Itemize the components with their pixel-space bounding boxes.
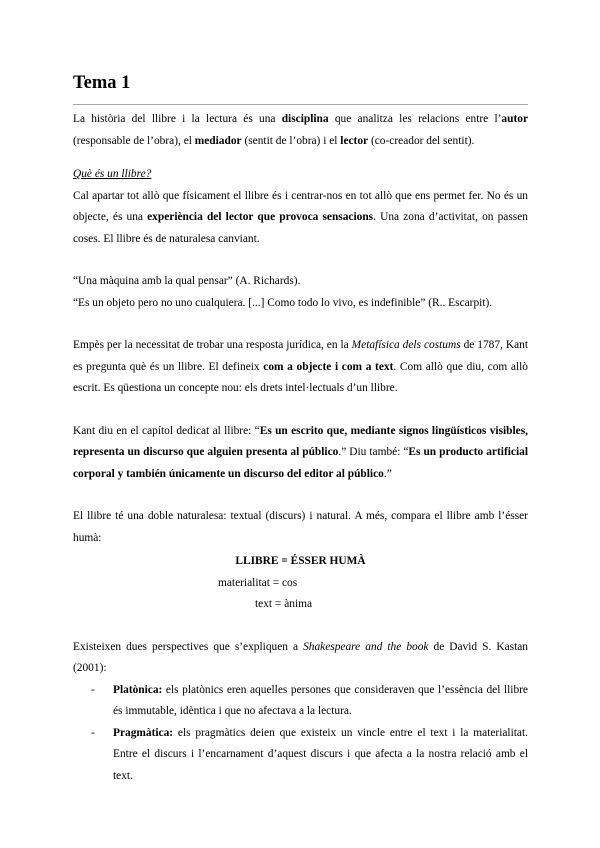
list-item bbox=[73, 680, 528, 723]
title-divider bbox=[73, 104, 528, 105]
intro-paragraph bbox=[73, 109, 528, 152]
def-text-1: Cal apartar tot allò que físicament el llibre és i centrar-nos en tot allò que ens permet fer. No és un objecte, és una bbox=[73, 189, 528, 223]
list-dash: - bbox=[91, 726, 95, 739]
document-content bbox=[73, 70, 528, 787]
list-term: Platònica: bbox=[113, 683, 163, 696]
def-bold-1: experiència del lector que provoca sensacions bbox=[147, 211, 374, 223]
persp-text-1: Existeixen dues perspectives que s’expliquen a bbox=[73, 640, 304, 653]
intro-text-5: (co-creador del sentit). bbox=[368, 134, 475, 147]
quote-richards: “Una màquina amb la qual pensar” (A. Richards). bbox=[73, 275, 301, 287]
list-text: els pragmàtics deien que existeix un vincle entre el text i la materialitat. Entre el discurs i l’encarnament d’aquest discurs i que afecta a la nostra relació amb el text. bbox=[113, 726, 528, 782]
list-dash: - bbox=[91, 683, 95, 696]
formula-main: LLIBRE = ÉSSER HUMÀ bbox=[235, 555, 366, 567]
kant1-text-1: Empès per la necessitat de trobar una resposta jurídica, en la bbox=[73, 339, 352, 351]
quote-escarpit: “Es un objeto pero no uno cualquiera. [...] Como todo lo vivo, es indefinible” (R.. Escarpit). bbox=[73, 296, 493, 309]
page-title: Tema 1 bbox=[73, 73, 131, 93]
persp-text-2: de David S. Kastan (2001): bbox=[73, 640, 528, 674]
perspectives-list bbox=[73, 680, 528, 788]
formula-line-2: text = ànima bbox=[255, 598, 313, 610]
kant1-text-3: . Com allò que diu, com allò escrit. Es qüestiona un concepte nou: els drets intel·lectuals d’un llibre. bbox=[73, 360, 528, 394]
persp-italic-title: Shakespeare and the book bbox=[303, 640, 429, 653]
kant2-bold-1: Es un escrito que, mediante signos lingüísticos visibles, representa un discurso que alguien presenta al público bbox=[73, 424, 528, 458]
intro-text-3: (responsable de l’obra), el bbox=[73, 134, 195, 147]
intro-text-2: que analitza les relacions entre l’ bbox=[328, 113, 502, 125]
perspectives-paragraph bbox=[73, 637, 528, 680]
intro-text-4: (sentit de l’obra) i el bbox=[241, 134, 341, 147]
def-text-2: . Una zona d’activitat, on passen coses. El llibre és de naturalesa canviant. bbox=[73, 211, 528, 245]
kant1-text-2: de 1787, Kant es pregunta què és un llibre. El defineix bbox=[73, 339, 528, 373]
list-term: Pragmàtica: bbox=[113, 726, 174, 739]
intro-text-1: La història del llibre i la lectura és una bbox=[73, 113, 282, 125]
intro-bold-mediador: mediador bbox=[194, 134, 242, 147]
kant1-bold-1: com a objecte i com a text bbox=[263, 360, 394, 373]
kant-paragraph-2 bbox=[73, 421, 528, 486]
section-heading: Què és un llibre? bbox=[73, 168, 152, 180]
kant-paragraph-1 bbox=[73, 335, 528, 400]
nature-paragraph: El llibre té una doble naturalesa: textual (discurs) i natural. A més, compara el llibre amb l’ésser humà: bbox=[73, 510, 528, 544]
intro-bold-lector: lector bbox=[340, 134, 369, 147]
formula-line-1: materialitat = cos bbox=[218, 576, 298, 589]
kant2-bold-2: Es un producto artificial corporal y también únicamente un discurso del editor al público bbox=[73, 446, 528, 480]
kant2-text-2: .” Diu també: “ bbox=[338, 446, 409, 458]
intro-bold-autor: autor bbox=[501, 113, 528, 125]
intro-bold-disciplina: disciplina bbox=[281, 113, 329, 125]
definition-paragraph bbox=[73, 186, 528, 251]
kant2-text-3: .” bbox=[383, 467, 392, 480]
list-item bbox=[73, 723, 528, 788]
kant2-text-1: Kant diu en el capítol dedicat al llibre: “ bbox=[73, 424, 260, 437]
kant1-italic-title: Metafísica dels costums bbox=[351, 339, 461, 351]
list-text: els platònics eren aquelles persones que consideraven que l’essència del llibre és immutable, idèntica i que no afectava a la lectura. bbox=[113, 683, 528, 717]
